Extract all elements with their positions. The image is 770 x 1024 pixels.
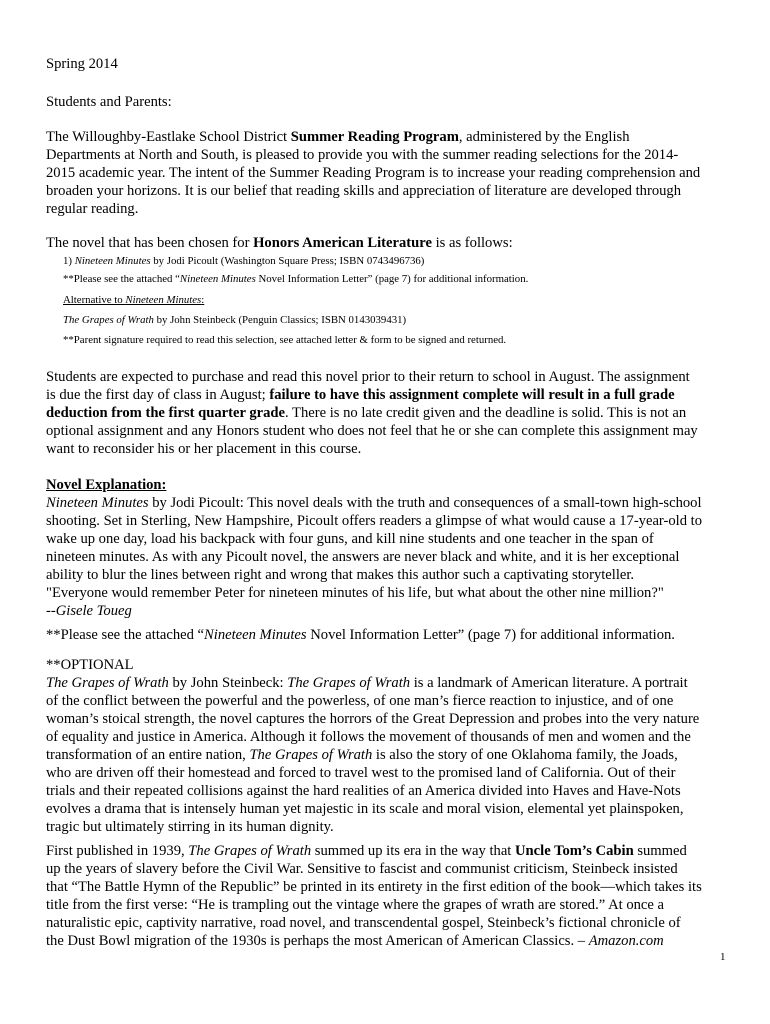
optional-line-5: transformation of an entire nation, The Grapes of Wrath is also the story of one Oklahoma family, the Joads,: [46, 747, 678, 763]
novel-line-6: **Parent signature required to read this selection, see attached letter & form to be signed and returned.: [63, 334, 507, 346]
explanation-line-2: shooting. Set in Sterling, New Hampshire, Picoult offers readers a glimpse of what would cause a 17-year-old to: [46, 513, 703, 529]
explanation-note: **Please see the attached “Nineteen Minutes Novel Information Letter” (page 7) for additional information.: [46, 627, 675, 643]
novel-line-5: The Grapes of Wrath by John Steinbeck (Penguin Classics; ISBN 0143039431): [63, 314, 407, 326]
expect-line-1: Students are expected to purchase and read this novel prior to their return to school in August. The assignment: [46, 369, 690, 385]
optional-line-9: tragic but ultimately stirring in its human dignity.: [46, 819, 334, 835]
intro-line-4: broaden your horizons. It is our belief that reading skills and appreciation of literature are developed through: [46, 183, 682, 199]
published-line-5: naturalistic epic, captivity narrative, road novel, and transcendental gospel, Steinbeck’s fictional chronicle of: [46, 915, 681, 931]
novel-line-2: 1) Nineteen Minutes by Jodi Picoult (Washington Square Press; ISBN 0743496736): [63, 255, 425, 267]
optional-line-3: woman’s stoical strength, the novel captures the horrors of the Great Depression and probes into the very nature: [46, 711, 700, 727]
optional-line-1: The Grapes of Wrath by John Steinbeck: The Grapes of Wrath is a landmark of American literature. A portrait: [46, 675, 688, 691]
optional-line-2: of the conflict between the powerful and the powerless, of one man’s fierce reaction to injustice, and of one: [46, 693, 674, 709]
intro-line-5: regular reading.: [46, 201, 139, 217]
published-line-3: that “The Battle Hymn of the Republic” be printed in its entirety in the first edition of the book—which takes its: [46, 879, 702, 895]
published-line-4: title from the first verse: “He is trampling out the vintage where the grapes of wrath are stored.” At once a: [46, 897, 664, 913]
intro-line-3: 2015 academic year. The intent of the Summer Reading Program is to increase your reading comprehension and: [46, 165, 701, 181]
explanation-line-1: Nineteen Minutes by Jodi Picoult: This novel deals with the truth and consequences of a small-town high-school: [46, 495, 702, 511]
published-line-1: First published in 1939, The Grapes of Wrath summed up its era in the way that Uncle Tom’s Cabin summed: [46, 843, 687, 859]
explanation-heading: Novel Explanation:: [46, 477, 167, 493]
salutation: Students and Parents:: [46, 94, 172, 110]
alternative-line: Alternative to Nineteen Minutes:: [63, 294, 205, 306]
explanation-quote: "Everyone would remember Peter for nineteen minutes of his life, but what about the other nine million?": [46, 585, 664, 601]
page-number: 1: [720, 951, 726, 963]
optional-line-7: trials and their repeated collisions against the hard realities of an America divided into Haves and Have-Nots: [46, 783, 681, 799]
optional-line-6: who are driven off their homestead and forced to travel west to the promised land of California. Out of their: [46, 765, 676, 781]
published-line-6: the Dust Bowl migration of the 1930s is perhaps the most American of American Classics. – Amazon.com: [46, 933, 664, 949]
expect-line-3: deduction from the first quarter grade. There is no late credit given and the deadline is solid. This is not an: [46, 405, 687, 421]
expect-line-5: want to reconsider his or her placement in this course.: [46, 441, 362, 457]
explanation-line-3: wake up one day, load his backpack with four guns, and kill nine students and one teacher in the span of: [46, 531, 654, 547]
published-line-2: up the years of slavery before the Civil War. Sensitive to fascist and communist criticism, Steinbeck insisted: [46, 861, 678, 877]
explanation-line-4: nineteen minutes. As with any Picoult novel, the answers are never black and white, and it is her exceptional: [46, 549, 680, 565]
intro-line-1: The Willoughby-Eastlake School District Summer Reading Program, administered by the English: [46, 129, 630, 145]
optional-line-8: evolves a drama that is intensely human yet majestic in its scale and moral vision, elemental yet plainspoken,: [46, 801, 684, 817]
date-line: Spring 2014: [46, 56, 118, 72]
quote-attribution: --Gisele Toueg: [46, 603, 132, 619]
optional-heading: **OPTIONAL: [46, 657, 134, 673]
optional-line-4: of equality and justice in America. Although it follows the movement of thousands of men and women and the: [46, 729, 691, 745]
expect-line-2: is due the first day of class in August; failure to have this assignment complete will result in a full grade: [46, 387, 675, 403]
novel-line-3: **Please see the attached “Nineteen Minutes Novel Information Letter” (page 7) for additional information.: [63, 273, 529, 285]
novel-line-1: The novel that has been chosen for Honors American Literature is as follows:: [46, 235, 513, 251]
explanation-line-5: ability to blur the lines between right and wrong that makes this author such a captivating storyteller.: [46, 567, 635, 583]
expect-line-4: optional assignment and any Honors student who does not feel that he or she can complete this assignment may: [46, 423, 698, 439]
intro-line-2: Departments at North and South, is pleased to provide you with the summer reading selections for the 2014-: [46, 147, 679, 163]
